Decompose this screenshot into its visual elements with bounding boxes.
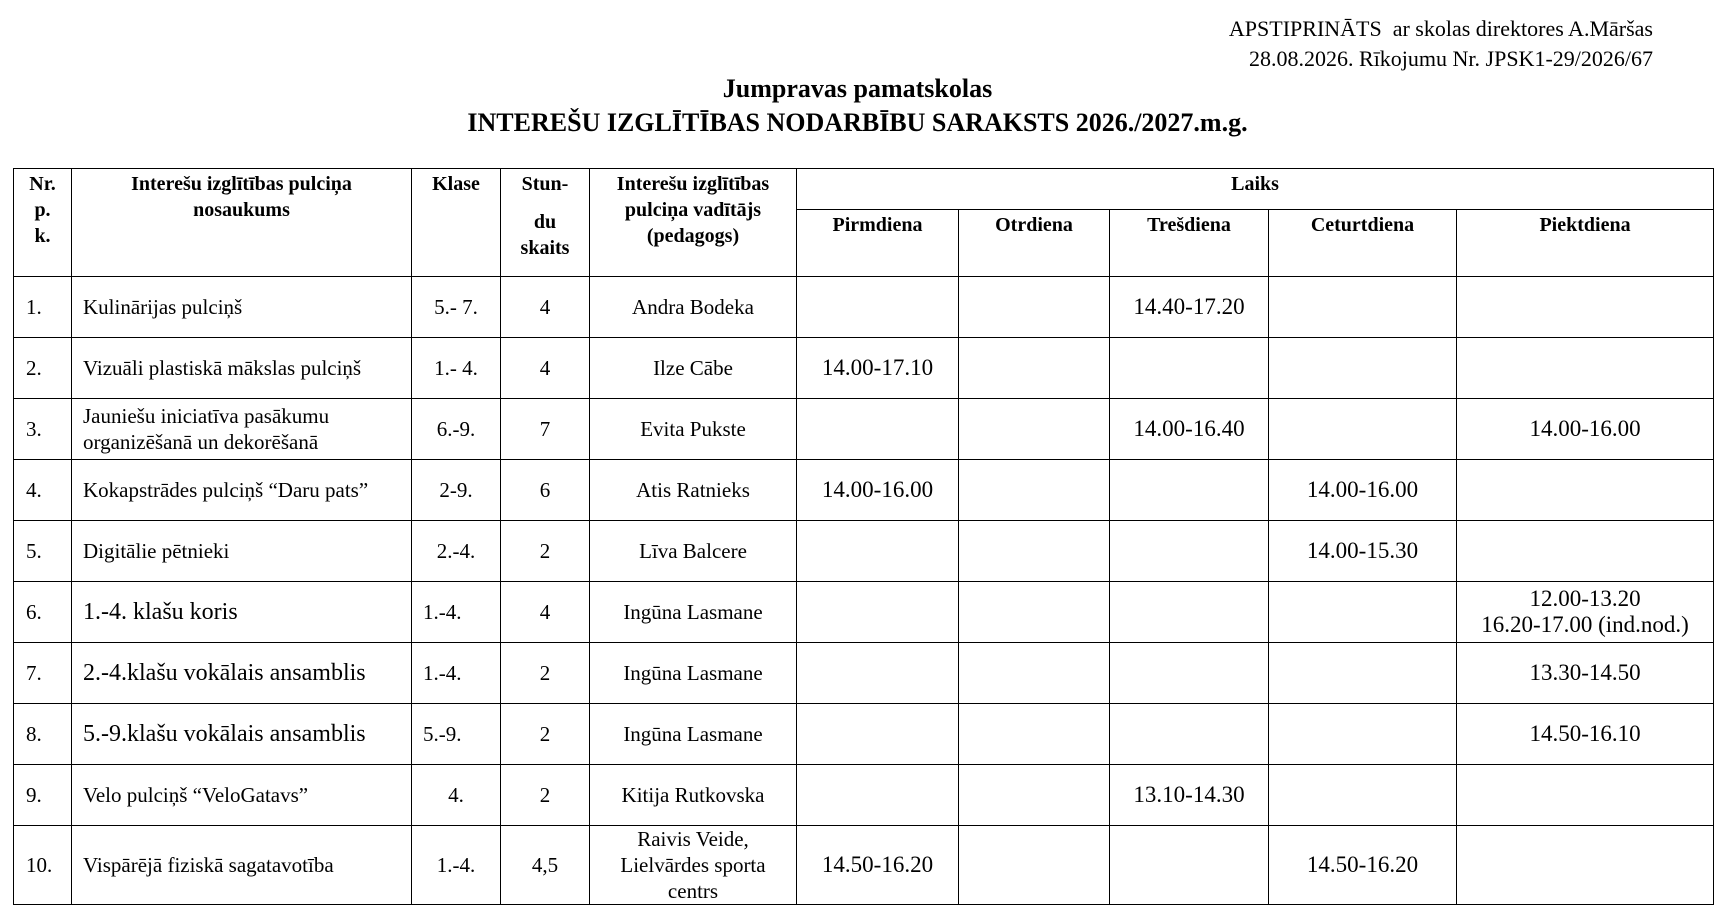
table-row (14, 521, 1714, 582)
cell-friday (1457, 338, 1714, 399)
header-thursday: Ceturtdiena (1269, 210, 1457, 277)
cell-tuesday (959, 460, 1110, 521)
table-row (14, 704, 1714, 765)
cell-teacher: Andra Bodeka (590, 277, 797, 338)
schedule-table (13, 168, 1714, 905)
header-teacher: Interešu izglītības pulciņa vadītājs (pedagogs) (590, 169, 797, 277)
table-row (14, 399, 1714, 460)
cell-teacher: Raivis Veide, Lielvārdes sporta centrs (590, 826, 797, 905)
cell-monday: 14.50-16.20 (797, 826, 959, 905)
cell-tuesday (959, 277, 1110, 338)
cell-wednesday (1110, 460, 1269, 521)
cell-grade: 4. (412, 765, 501, 826)
cell-friday-line-1: 12.00-13.20 (1529, 586, 1641, 611)
cell-teacher: Ingūna Lasmane (590, 582, 797, 643)
cell-monday (797, 582, 959, 643)
cell-tuesday (959, 643, 1110, 704)
header-nr-line-2: p. (34, 199, 51, 221)
cell-nr: 1. (14, 277, 72, 338)
table-row (14, 460, 1714, 521)
table-row (14, 826, 1714, 905)
cell-tuesday (959, 338, 1110, 399)
header-friday: Piektdiena (1457, 210, 1714, 277)
cell-nr: 6. (14, 582, 72, 643)
cell-name: Kokapstrādes pulciņš “Daru pats” (72, 460, 412, 521)
cell-thursday (1269, 399, 1457, 460)
cell-friday (1457, 765, 1714, 826)
cell-friday: 13.30-14.50 (1457, 643, 1714, 704)
cell-thursday (1269, 582, 1457, 643)
header-hours (501, 169, 590, 277)
cell-thursday: 14.50-16.20 (1269, 826, 1457, 905)
cell-monday (797, 399, 959, 460)
cell-grade: 6.-9. (412, 399, 501, 460)
header-nr-line-1: Nr. (29, 173, 56, 195)
cell-hours: 7 (501, 399, 590, 460)
header-hours-line-2: du (533, 211, 557, 233)
cell-teacher: Atis Ratnieks (590, 460, 797, 521)
cell-friday-line-2: 16.20-17.00 (ind.nod.) (1481, 612, 1689, 637)
header-time: Laiks (797, 169, 1714, 210)
approval-note (1229, 14, 1653, 74)
cell-name: Digitālie pētnieki (72, 521, 412, 582)
table-header-row (14, 169, 1714, 210)
cell-monday (797, 765, 959, 826)
cell-wednesday (1110, 521, 1269, 582)
cell-nr: 3. (14, 399, 72, 460)
document-title (0, 72, 1715, 140)
table-row (14, 338, 1714, 399)
approval-line-2: 28.08.2026. Rīkojumu Nr. JPSK1-29/2026/67 (1249, 46, 1653, 71)
header-wednesday: Trešdiena (1110, 210, 1269, 277)
cell-hours: 2 (501, 643, 590, 704)
cell-thursday: 14.00-16.00 (1269, 460, 1457, 521)
cell-tuesday (959, 704, 1110, 765)
cell-friday (1457, 826, 1714, 905)
cell-nr: 5. (14, 521, 72, 582)
table-row (14, 765, 1714, 826)
cell-grade: 5.- 7. (412, 277, 501, 338)
cell-hours: 4 (501, 277, 590, 338)
cell-monday (797, 643, 959, 704)
cell-wednesday (1110, 704, 1269, 765)
cell-grade: 1.-4. (412, 643, 501, 704)
cell-wednesday: 14.00-16.40 (1110, 399, 1269, 460)
cell-grade: 1.- 4. (412, 338, 501, 399)
cell-wednesday (1110, 643, 1269, 704)
cell-name: Jauniešu iniciatīva pasākumu organizēšanā un dekorēšanā (72, 399, 412, 460)
cell-friday (1457, 460, 1714, 521)
schedule-heading: INTEREŠU IZGLĪTĪBAS NODARBĪBU SARAKSTS 2026./2027.m.g. (467, 108, 1248, 137)
cell-hours: 2 (501, 765, 590, 826)
cell-wednesday (1110, 826, 1269, 905)
cell-friday (1457, 521, 1714, 582)
school-name: Jumpravas pamatskolas (722, 74, 993, 103)
cell-wednesday: 14.40-17.20 (1110, 277, 1269, 338)
cell-monday (797, 277, 959, 338)
cell-name: Vispārējā fiziskā sagatavotība (72, 826, 412, 905)
cell-friday (1457, 277, 1714, 338)
cell-monday: 14.00-17.10 (797, 338, 959, 399)
cell-nr: 9. (14, 765, 72, 826)
cell-monday: 14.00-16.00 (797, 460, 959, 521)
cell-name: 1.-4. klašu koris (72, 582, 412, 643)
cell-name: 2.-4.klašu vokālais ansamblis (72, 643, 412, 704)
cell-teacher: Ingūna Lasmane (590, 704, 797, 765)
cell-hours: 4 (501, 582, 590, 643)
table-row (14, 643, 1714, 704)
cell-thursday (1269, 643, 1457, 704)
cell-wednesday (1110, 582, 1269, 643)
cell-grade: 2.-4. (412, 521, 501, 582)
header-tuesday: Otrdiena (959, 210, 1110, 277)
header-hours-line-1: Stun- (521, 173, 569, 195)
approval-line-1: APSTIPRINĀTS ar skolas direktores A.Māršas (1228, 16, 1653, 41)
header-hours-line-3: skaits (520, 237, 570, 259)
header-nr-line-3: k. (34, 225, 51, 247)
cell-thursday: 14.00-15.30 (1269, 521, 1457, 582)
cell-tuesday (959, 521, 1110, 582)
cell-tuesday (959, 582, 1110, 643)
cell-thursday (1269, 338, 1457, 399)
cell-teacher: Kitija Rutkovska (590, 765, 797, 826)
cell-nr: 8. (14, 704, 72, 765)
cell-thursday (1269, 277, 1457, 338)
cell-grade: 5.-9. (412, 704, 501, 765)
cell-monday (797, 521, 959, 582)
table-row (14, 582, 1714, 643)
table-row (14, 277, 1714, 338)
cell-thursday (1269, 704, 1457, 765)
cell-hours: 2 (501, 521, 590, 582)
cell-tuesday (959, 399, 1110, 460)
cell-name: Velo pulciņš “VeloGatavs” (72, 765, 412, 826)
cell-grade: 1.-4. (412, 826, 501, 905)
cell-teacher: Ilze Cābe (590, 338, 797, 399)
cell-teacher: Evita Pukste (590, 399, 797, 460)
cell-nr: 2. (14, 338, 72, 399)
header-nr (14, 169, 72, 277)
cell-nr: 4. (14, 460, 72, 521)
cell-wednesday (1110, 338, 1269, 399)
cell-teacher: Līva Balcere (590, 521, 797, 582)
cell-wednesday: 13.10-14.30 (1110, 765, 1269, 826)
cell-name: 5.-9.klašu vokālais ansamblis (72, 704, 412, 765)
cell-friday: 14.00-16.00 (1457, 399, 1714, 460)
cell-name: Kulinārijas pulciņš (72, 277, 412, 338)
cell-tuesday (959, 826, 1110, 905)
cell-monday (797, 704, 959, 765)
cell-nr: 7. (14, 643, 72, 704)
cell-teacher: Ingūna Lasmane (590, 643, 797, 704)
cell-nr: 10. (14, 826, 72, 905)
cell-hours: 4 (501, 338, 590, 399)
header-name: Interešu izglītības pulciņa nosaukums (72, 169, 412, 277)
cell-thursday (1269, 765, 1457, 826)
cell-friday (1457, 582, 1714, 643)
cell-grade: 1.-4. (412, 582, 501, 643)
cell-hours: 4,5 (501, 826, 590, 905)
cell-grade: 2-9. (412, 460, 501, 521)
cell-friday: 14.50-16.10 (1457, 704, 1714, 765)
cell-hours: 6 (501, 460, 590, 521)
cell-name: Vizuāli plastiskā mākslas pulciņš (72, 338, 412, 399)
cell-tuesday (959, 765, 1110, 826)
cell-hours: 2 (501, 704, 590, 765)
header-monday: Pirmdiena (797, 210, 959, 277)
header-grade: Klase (412, 169, 501, 277)
